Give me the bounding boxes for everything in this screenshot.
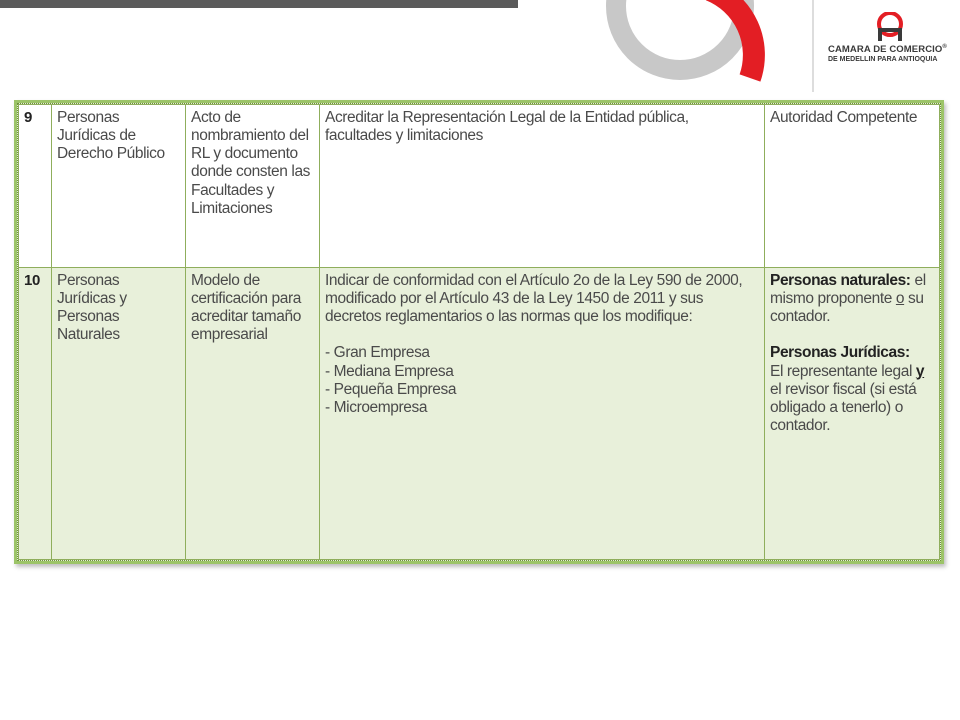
list-item: - Pequeña Empresa	[325, 380, 457, 398]
row-number: 10	[19, 268, 52, 560]
issuer-cell: Autoridad Competente	[765, 105, 940, 268]
logo-divider	[812, 0, 814, 92]
brand-name-line1: CAMARA DE COMERCIO®	[828, 44, 947, 56]
issuer-cell	[765, 268, 940, 560]
requirements-table-frame	[14, 100, 944, 564]
purpose-cell	[320, 268, 765, 560]
brand-name-line2: DE MEDELLIN PARA ANTIOQUIA	[828, 56, 938, 64]
chamber-logo-icon	[872, 12, 908, 42]
list-item: - Gran Empresa	[325, 344, 430, 362]
document-cell: Acto de nombramiento del RL y documento donde consten las Facultades y Limitaciones	[186, 105, 320, 268]
issuer-natural: Personas naturales: el mismo proponente o su contador.	[770, 272, 926, 326]
issuer-juridica-label: Personas Jurídicas:	[770, 344, 910, 362]
top-accent-bar	[0, 0, 518, 8]
issuer-natural-label: Personas naturales:	[770, 272, 911, 289]
company-size-list	[325, 344, 759, 417]
row-number: 9	[19, 105, 52, 268]
brand-swoosh-graphic	[600, 0, 820, 90]
table-row	[19, 105, 940, 268]
subject-cell: Personas Jurídicas y Personas Naturales	[52, 268, 186, 560]
requirements-table	[18, 104, 940, 560]
purpose-text: Indicar de conformidad con el Artículo 2o de la Ley 590 de 2000, modificado por el Artículo 43 de la Ley 1450 de 2011 y sus decretos reglamentarios o las normas que los modifique:	[325, 272, 743, 326]
subject-cell: Personas Jurídicas de Derecho Público	[52, 105, 186, 268]
issuer-juridica: Personas Jurídicas: El representante legal y el revisor fiscal (si está obligado a tenerlo) o contador.	[770, 344, 934, 435]
list-item: - Microempresa	[325, 398, 428, 416]
brand-logo	[828, 12, 958, 63]
purpose-cell: Acreditar la Representación Legal de la Entidad pública, facultades y limitaciones	[320, 105, 765, 268]
document-cell: Modelo de certificación para acreditar tamaño empresarial	[186, 268, 320, 560]
table-row	[19, 268, 940, 560]
list-item: - Mediana Empresa	[325, 362, 454, 380]
requirements-table-inner	[17, 103, 941, 561]
